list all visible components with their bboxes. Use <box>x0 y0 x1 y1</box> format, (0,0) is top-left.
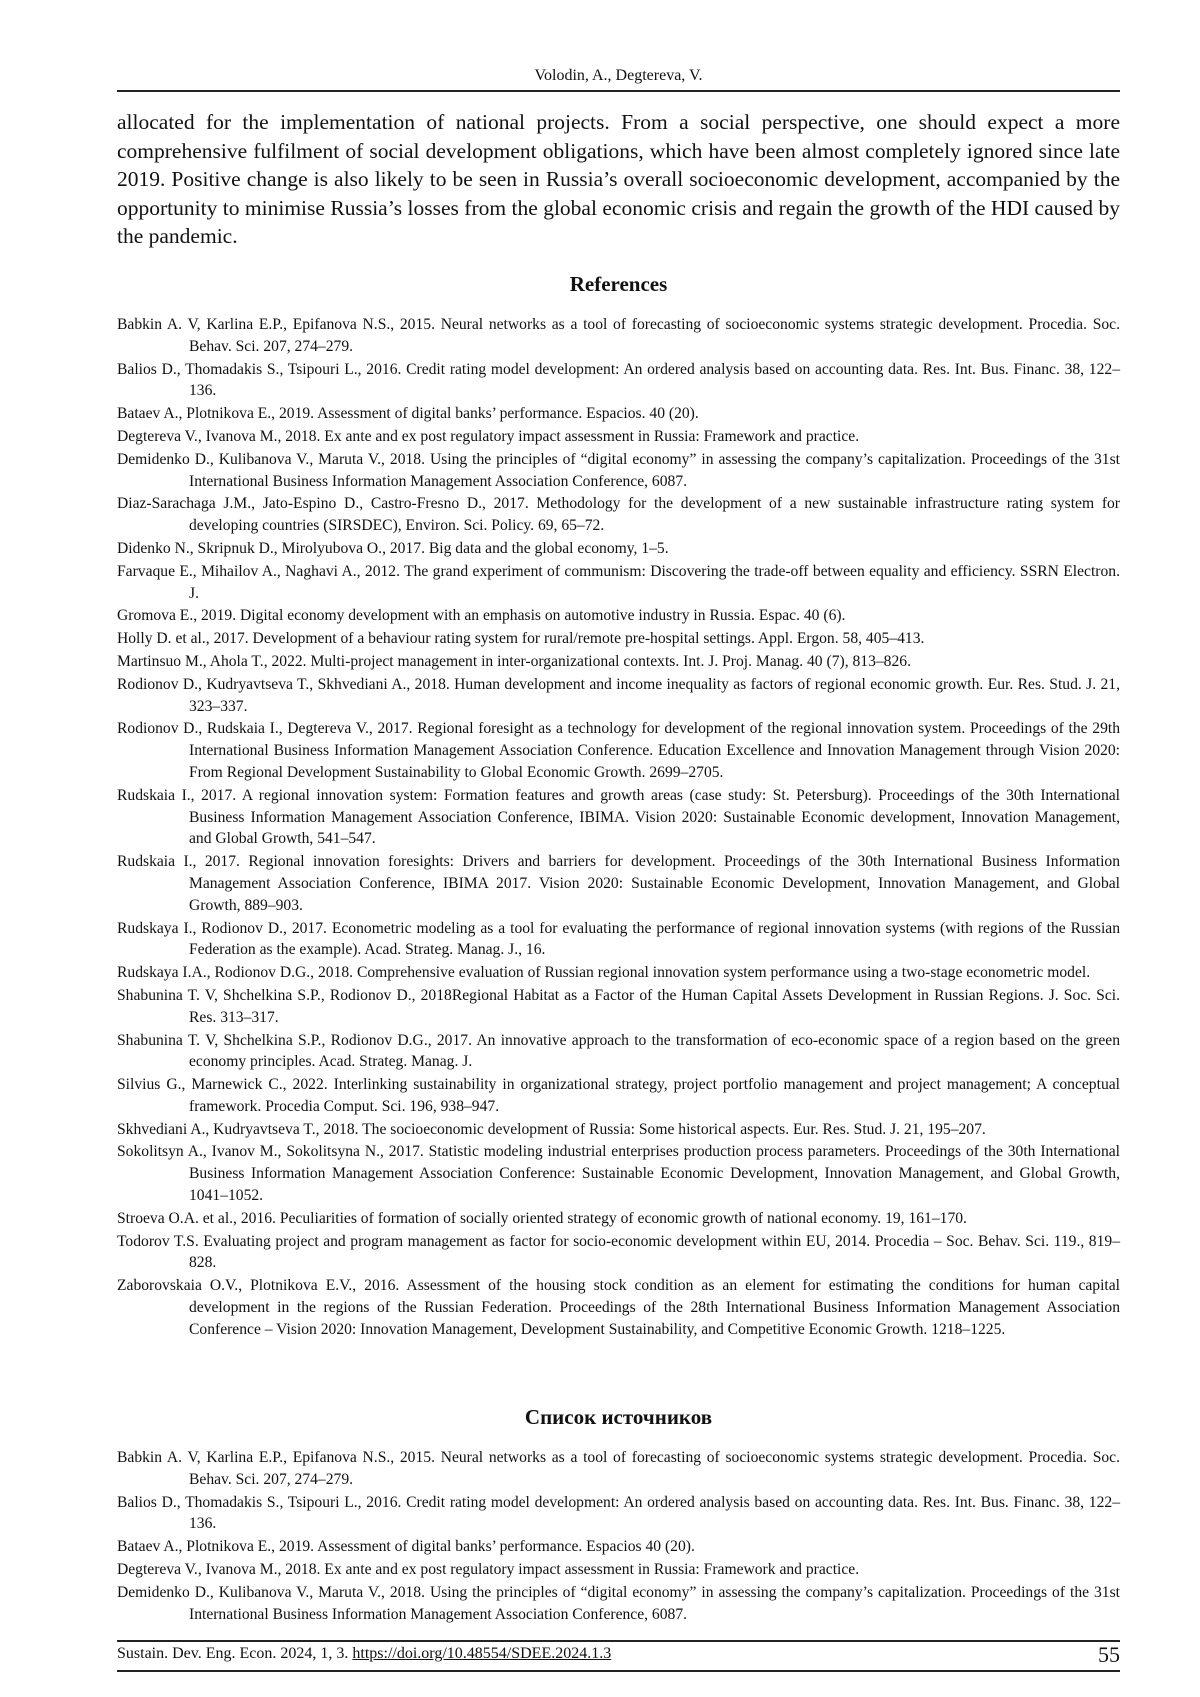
reference-item: Todorov T.S. Evaluating project and program management as factor for socio-economic development within EU, 2014. Procedia – Soc. Behav. Sci. 119., 819–828. <box>117 1232 1120 1272</box>
reference-item: Degtereva V., Ivanova M., 2018. Ex ante and ex post regulatory impact assessment in Russia: Framework and practice. <box>117 427 860 445</box>
reference-item: Degtereva V., Ivanova M., 2018. Ex ante and ex post regulatory impact assessment in Russia: Framework and practice. <box>117 1560 860 1578</box>
reference-item: Diaz-Sarachaga J.M., Jato-Espino D., Castro-Fresno D., 2017. Methodology for the development of a new sustainable infrastructure rating system for developing countries (SIRSDEC), Environ. Sci. Policy. 69, 65–72. <box>117 495 1120 535</box>
reference-item: Shabunina T. V, Shchelkina S.P., Rodionov D., 2018Regional Habitat as a Factor of the Human Capital Assets Development in Russian Regions. J. Soc. Sci. Res. 313–317. <box>117 986 1120 1026</box>
page-footer <box>117 1640 1120 1672</box>
reference-item: Stroeva O.A. et al., 2016. Peculiarities of formation of socially oriented strategy of economic growth of national economy. 19, 161–170. <box>117 1209 967 1227</box>
reference-item: Rudskaya I.A., Rodionov D.G., 2018. Comprehensive evaluation of Russian regional innovation system performance using a two-stage econometric model. <box>117 964 1091 982</box>
reference-item: Rudskaia I., 2017. Regional innovation foresights: Drivers and barriers for development. Proceedings of the 30th International Business Information Management Association Conference, IBIMA 2017. Vision 2020: Sustainable Economic Development, Innovation Management, and Global Growth, 889–903. <box>117 853 1120 914</box>
footer-journal: Sustain. Dev. Eng. Econ. 2024, 1, 3. <box>117 1645 349 1662</box>
reference-item: Shabunina T. V, Shchelkina S.P., Rodionov D.G., 2017. An innovative approach to the transformation of eco-economic space of a region based on the green economy principles. Acad. Strateg. Manag. J. <box>117 1031 1120 1071</box>
reference-item: Holly D. et al., 2017. Development of a behaviour rating system for rural/remote pre-hospital settings. Appl. Ergon. 58, 405–413. <box>117 630 925 648</box>
reference-item: Zaborovskaia O.V., Plotnikova E.V., 2016. Assessment of the housing stock condition as an element for estimating the conditions for human capital development in the regions of the Russian Federation. Proceedings of the 28th International Business Information Management Association Conference – Vision 2020: Innovation Management, Development Sustainability, and Competitive Economic Growth. 1218–1225. <box>117 1277 1120 1338</box>
footer-doi-link[interactable]: https://doi.org/10.48554/SDEE.2024.1.3 <box>352 1645 612 1662</box>
references-heading: References <box>569 272 668 296</box>
reference-item: Babkin A. V, Karlina E.P., Epifanova N.S., 2015. Neural networks as a tool of forecasting of socioeconomic systems strategic development. Procedia. Soc. Behav. Sci. 207, 274–279. <box>117 316 1120 355</box>
reference-item: Sokolitsyn A., Ivanov M., Sokolitsyna N., 2017. Statistic modeling industrial enterprises production process parameters. Proceedings of the 30th International Business Information Management Association Conference: Sustainable Economic Development, Innovation Management, and Global Growth, 1041–1052. <box>117 1143 1120 1205</box>
header-authors: Volodin, A., Degtereva, V. <box>534 67 703 84</box>
reference-item: Rodionov D., Kudryavtseva T., Skhvediani A., 2018. Human development and income inequality as factors of regional economic growth. Eur. Res. Stud. J. 21, 323–337. <box>117 675 1120 715</box>
reference-item: Rudskaya I., Rodionov D., 2017. Econometric modeling as a tool for evaluating the performance of regional innovation systems (with regions of the Russian Federation as the example). Acad. Strateg. Manag. J., 16. <box>117 919 1120 959</box>
reference-item: Gromova E., 2019. Digital economy development with an emphasis on automotive industry in Russia. Espac. 40 (6). <box>117 607 846 625</box>
reference-item: Silvius G., Marnewick C., 2022. Interlinking sustainability in organizational strategy, project portfolio management and project management; A conceptual framework. Procedia Comput. Sci. 196, 938–947. <box>117 1076 1120 1115</box>
reference-item: Didenko N., Skripnuk D., Mirolyubova O., 2017. Big data and the global economy, 1–5. <box>117 539 669 557</box>
reference-item: Bataev A., Plotnikova E., 2019. Assessment of digital banks’ performance. Espacios 40 (20). <box>117 1538 695 1556</box>
footer-citation <box>117 1645 611 1663</box>
reference-item: Rudskaia I., 2017. A regional innovation system: Formation features and growth areas (case study: St. Petersburg). Proceedings of the 30th International Business Information Management Association Conference, IBIMA. Vision 2020: Sustainable Economic development, Innovation Management, and Global Growth, 541–547. <box>117 786 1120 848</box>
reference-item: Bataev A., Plotnikova E., 2019. Assessment of digital banks’ performance. Espacios. 40 (20). <box>117 405 699 423</box>
page-number: 55 <box>1098 1642 1120 1667</box>
reference-item: Rodionov D., Rudskaia I., Degtereva V., 2017. Regional foresight as a technology for development of the regional innovation system. Proceedings of the 29th International Business Information Management Association Conference. Education Excellence and Innovation Management through Vision 2020: From Regional Development Sustainability to Global Economic Growth. 2699–2705. <box>117 720 1120 781</box>
sources-heading: Список источников <box>524 1405 713 1429</box>
reference-item: Babkin A. V, Karlina E.P., Epifanova N.S., 2015. Neural networks as a tool of forecasting of socioeconomic systems strategic development. Procedia. Soc. Behav. Sci. 207, 274–279. <box>117 1449 1120 1488</box>
references-list <box>117 314 1120 1342</box>
reference-item: Farvaque E., Mihailov A., Naghavi A., 2012. The grand experiment of communism: Discovering the trade-off between equality and efficiency. SSRN Electron. J. <box>117 562 1120 602</box>
reference-item: Skhvediani A., Kudryavtseva T., 2018. The socioeconomic development of Russia: Some historical aspects. Eur. Res. Stud. J. 21, 195–207. <box>117 1120 986 1138</box>
running-header <box>117 66 1120 92</box>
reference-item: Demidenko D., Kulibanova V., Maruta V., 2018. Using the principles of “digital economy” in assessing the company’s capitalization. Proceedings of the 31st International Business Information Management Association Conference, 6087. <box>117 450 1120 490</box>
body-paragraph: allocated for the implementation of national projects. From a social perspective, one should expect a more comprehensive fulfilment of social development obligations, which have been almost completely ignored since late 2019. Positive change is also likely to be seen in Russia’s overall socioeconomic development, accompanied by the opportunity to minimise Russia’s losses from the global economic crisis and regain the growth of the HDI caused by the pandemic. <box>117 110 1120 248</box>
sources-list <box>117 1447 1120 1626</box>
reference-item: Balios D., Thomadakis S., Tsipouri L., 2016. Credit rating model development: An ordered analysis based on accounting data. Res. Int. Bus. Financ. 38, 122–136. <box>117 360 1120 400</box>
reference-item: Balios D., Thomadakis S., Tsipouri L., 2016. Credit rating model development: An ordered analysis based on accounting data. Res. Int. Bus. Financ. 38, 122–136. <box>117 1493 1120 1533</box>
reference-item: Demidenko D., Kulibanova V., Maruta V., 2018. Using the principles of “digital economy” in assessing the company’s capitalization. Proceedings of the 31st International Business Information Management Association Conference, 6087. <box>117 1583 1120 1623</box>
reference-item: Martinsuo M., Ahola T., 2022. Multi-project management in inter-organizational contexts. Int. J. Proj. Manag. 40 (7), 813–826. <box>117 652 911 670</box>
